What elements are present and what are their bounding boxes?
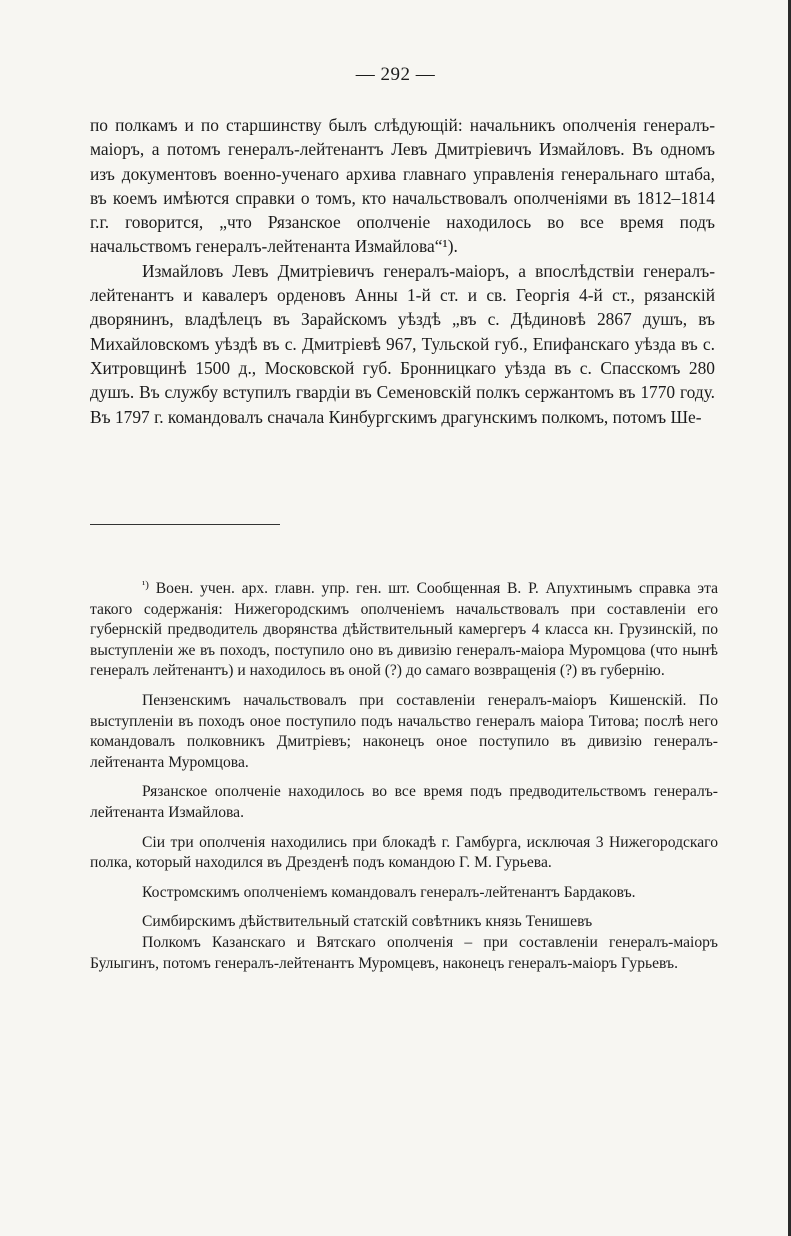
body-paragraph-1: по полкамъ и по старшинству былъ слѣдующій: начальникъ ополченія генералъ-маіоръ, а потомъ генералъ-лейтенантъ Левъ Дмитріевичъ Измайловъ. Въ одномъ изъ документовъ военно-ученаго архива главнаго управленія генеральнаго штаба, въ коемъ имѣются справки о томъ, кто начальствовалъ ополченіями въ 1812–1814 г.г. говорится, „что Рязанское ополченіе находилось во все время подъ начальствомъ генералъ-лейтенанта Измайлова“¹). [90,115,715,257]
footnotes [90,575,718,983]
main-text [90,113,715,429]
footnote-mark: ¹) [142,579,149,591]
footnote-1 [90,575,718,682]
footnote-simbirsk: Симбирскимъ дѣйствительный статскій совѣтникъ князь Тенишевъ [142,913,593,931]
body-paragraph-2: Измайловъ Левъ Дмитріевичъ генералъ-маіоръ, а впослѣдствіи генералъ-лейтенантъ и кавалеръ орденовъ Анны 1-й ст. и св. Георгія 4-й ст., рязанскій дворянинъ, владѣлецъ въ Зарайскомъ уѣздѣ „въ с. Дѣдиновѣ 2867 душъ, въ Михайловскомъ уѣздѣ въ с. Дмитріевѣ 967, Тульской губ., Епифанскаго уѣзда въ с. Хитровщинѣ 1500 д., Московской губ. Бронницкаго уѣзда въ с. Спасскомъ 280 душъ. Въ службу вступилъ гвардіи въ Семеновскій полкъ сержантомъ въ 1770 году. Въ 1797 г. командовалъ сначала Кинбургскимъ драгунскимъ полкомъ, потомъ Ше- [90,260,715,427]
footnote-kostroma: Костромскимъ ополченіемъ командовалъ генералъ-лейтенантъ Бардаковъ. [142,883,636,901]
footnote-kazan-vyatka: Полкомъ Казанскаго и Вятскаго ополченія – при составленіи генералъ-маіоръ Булыгинъ, потомъ генералъ-лейтенантъ Муромцевъ, наконецъ генералъ-маіоръ Гурьевъ. [90,933,718,972]
footnote-penza: Пензенскимъ начальствовалъ при составленіи генералъ-маіоръ Кишенскій. По выступленіи въ походъ оное поступило подъ начальство генералъ маіора Титова; послѣ него командовалъ полковникъ Дмитріевъ; наконецъ оное поступило въ дивизію генералъ-лейтенанта Муромцова. [90,691,718,771]
footnote-hamburg: Сіи три ополченія находились при блокадѣ г. Гамбурга, исключая 3 Нижегородскаго полка, который находился въ Дрезденѣ подъ командою Г. М. Гурьева. [90,833,718,872]
footnote-separator [90,524,280,525]
footnote-1-text: Воен. учен. арх. главн. упр. ген. шт. Сообщенная В. Р. Апухтинымъ справка эта такого содержанія: Нижегородскимъ ополченіемъ начальствовалъ при составленіи его губернскій предводитель дворянства дѣйствительный камергеръ 4 класса кн. Грузинскій, по выступленіи же въ походъ, поступило оно въ дивизію генералъ-маіора Муромцова (что нынѣ генералъ лейтенантъ) и находилось въ оной (?) до самаго возвращенія (?) въ губернію. [90,580,718,680]
page-number: — 292 — [355,64,436,85]
footnote-ryazan: Рязанское ополченіе находилось во все время подъ предводительствомъ генералъ-лейтенанта Измайлова. [90,783,718,821]
